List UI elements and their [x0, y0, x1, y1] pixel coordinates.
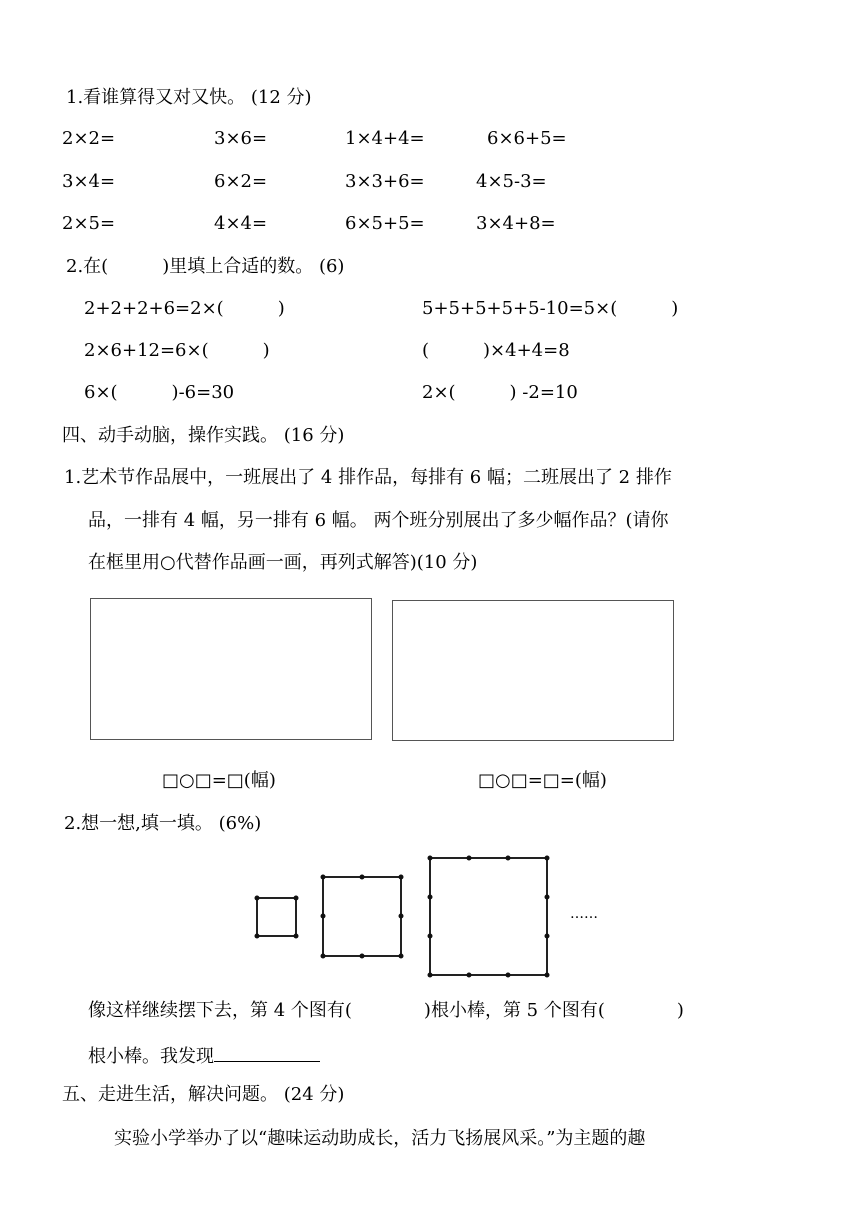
calc-item: 6×6+5= [487, 128, 567, 149]
calc-item: 2×5= [62, 213, 116, 234]
matchstick-square-3 [430, 858, 547, 975]
section-5-title: 五、走进生活，解决问题。 (24 分) [62, 1084, 345, 1105]
problem-line: 在框里用○代替作品画一画，再列式解答)(10 分) [88, 552, 478, 573]
calc-item: 4×5-3= [476, 171, 547, 192]
matchstick-square-2 [323, 877, 401, 956]
matchstick-square-1 [257, 898, 296, 936]
calc-item: 3×3+6= [345, 171, 425, 192]
calc-item: 1×4+4= [345, 128, 425, 149]
calc-item: 4×4= [214, 213, 268, 234]
question-2-title: 2.想一想,填一填。 (6%) [64, 813, 262, 834]
fill-item: 2×6+12=6×( ) [84, 340, 270, 361]
problem-line: 品，一排有 4 幅，另一排有 6 幅。 两个班分别展出了多少幅作品？(请你 [88, 510, 669, 531]
question-2-title: 2.在( )里填上合适的数。 (6) [66, 256, 345, 277]
fill-item: 2×( ) -2=10 [422, 382, 578, 403]
calc-item: 3×4= [62, 171, 116, 192]
calc-item: 6×2= [214, 171, 268, 192]
ellipsis: …… [570, 906, 598, 922]
fill-item: 2+2+2+6=2×( ) [84, 298, 285, 319]
calc-item: 3×4+8= [476, 213, 556, 234]
section-5-paragraph: 实验小学举办了以“趣味运动助成长，活力飞扬展风采。”为主题的趣 [114, 1128, 646, 1149]
pattern-question-line [88, 1041, 320, 1069]
calc-item: 6×5+5= [345, 213, 425, 234]
problem-line: 1.艺术节作品展中，一班展出了 4 排作品，每排有 6 幅；二班展出了 2 排作 [64, 467, 672, 488]
pattern-question-text: 根小棒。我发现 [88, 1046, 214, 1067]
fill-item: 5+5+5+5+5-10=5×( ) [422, 298, 679, 319]
section-4-title: 四、动手动脑，操作实践。 (16 分) [62, 425, 345, 446]
formula-right: □○□=□=(幅) [478, 770, 607, 791]
fill-item: 6×( )-6=30 [84, 382, 235, 403]
pattern-question-line: 像这样继续摆下去，第 4 个图有( )根小棒，第 5 个图有( ) [88, 1000, 684, 1021]
fill-item: ( )×4+4=8 [422, 340, 570, 361]
formula-left: □○□=□(幅) [162, 770, 276, 791]
question-1-title: 1.看谁算得又对又快。 (12 分) [66, 87, 312, 108]
calc-item: 3×6= [214, 128, 268, 149]
calc-item: 2×2= [62, 128, 116, 149]
answer-blank[interactable] [214, 1041, 320, 1062]
